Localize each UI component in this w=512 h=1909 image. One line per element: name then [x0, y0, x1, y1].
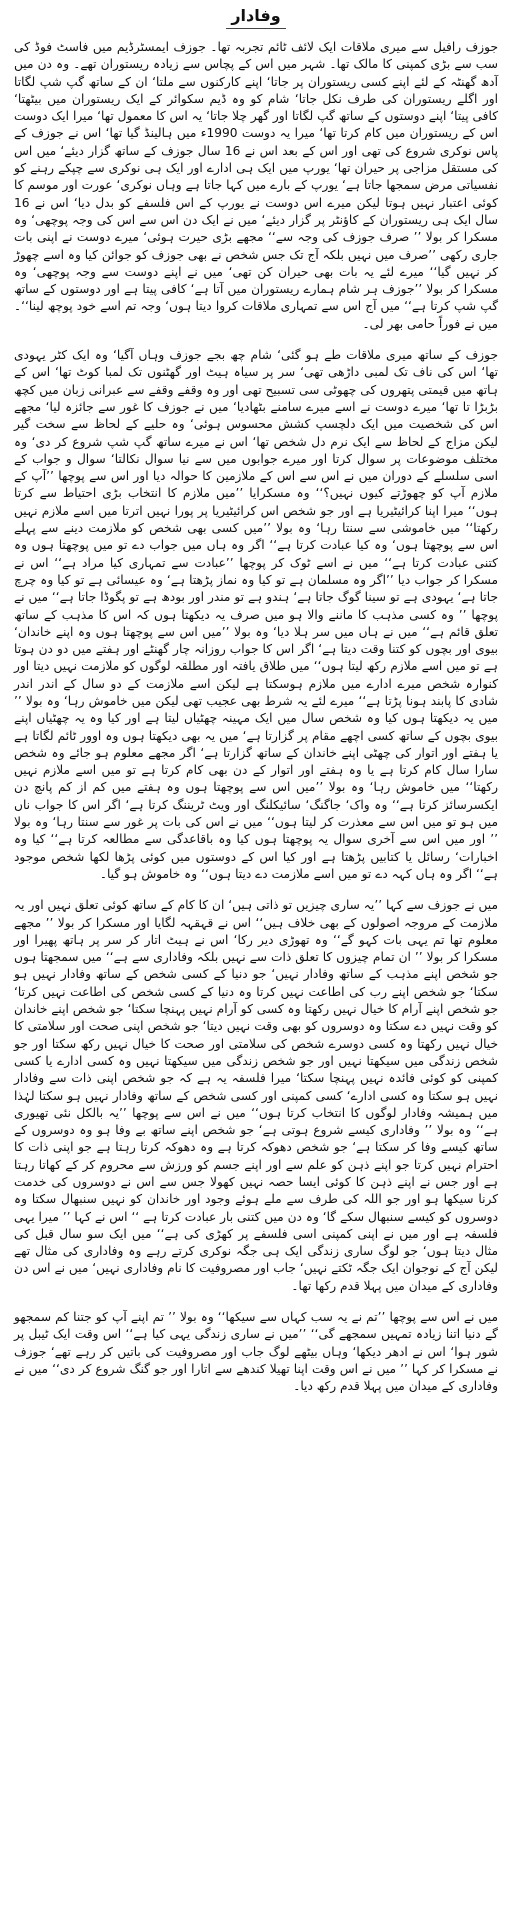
paragraph-3: میں نے جوزف سے کہا ’’یہ ساری چیزیں تو ذاتی ہیں‘ ان کا کام کے ساتھ کوئی تعلق نہیں اور یہ ملازمت کے مروجہ اصولوں کے بھی خلاف ہیں‘‘ اس نے قہقہہ لگایا اور مسکرا کر بولا ’’ مجھے معلوم تھا تم یہی بات کہو گے‘‘ وہ تھوڑی دیر رکا‘ اس نے ہیٹ اتار کر سر پر ہاتھ پھیرا اور مسکرا کر بولا ’’ ان تمام چیزوں کا تعلق ذات سے نہیں بلکہ وفاداری سے ہے‘‘ میں سمجھتا ہوں جو شخص اپنے مذہب کے ساتھ وفادار نہیں‘ جو دنیا کے کسی شخص کے ساتھ وفادار نہیں ہو سکتا‘ جو شخص اپنے رب کی اطاعت نہیں کرتا وہ دنیا کے کسی شخص کی اطاعت نہیں کرتا‘ جو شخص اپنے آرام کا خیال نہیں رکھتا وہ کسی کو آرام نہیں پہنچا سکتا‘ جو شخص اپنے خاندان کو وقت نہیں دے سکتا وہ دوسروں کو بھی وقت نہیں دیتا‘ جو شخص اپنی صحت اور سلامتی کا خیال نہیں رکھتا وہ کسی دوسرے شخص کی سلامتی اور صحت کا خیال نہیں رکھ سکتا اور جو شخص زندگی میں سیکھتا نہیں اور جو شخص زندگی میں سیکھتا نہیں وہ کسی ادارے یا کسی کمپنی کو کوئی فائدہ نہیں پہنچا سکتا‘ میرا فلسفہ یہ ہے کہ جو شخص اپنی ذات سے وفادار نہیں ہو سکتا وہ کسی ادارے‘ کسی کمپنی اور کسی شخص کے ساتھ وفادار نہیں ہو سکتا لہٰذا میں ہمیشہ وفادار لوگوں کا انتخاب کرتا ہوں‘‘ میں نے اس سے پوچھا ’’یہ بالکل نئی تھیوری ہے‘‘ وہ بولا ’’ وفاداری کیسے شروع ہوتی ہے‘ جو شخص اپنے ساتھ بے وفا ہو وہ دوسروں کے ساتھ کیسے وفا کر سکتا ہے‘ جو شخص دھوکہ کرتا ہے وہ دھوکہ کرتا رہتا ہے جو اپنی ذات کا احترام نہیں کرتا جو اپنے ذہن کو علم سے اور اپنے جسم کو ورزش سے محروم کر کے کھاتا رہتا ہے اور جس نے اپنے ذہن کا کوئی ایسا حصہ نہیں کھولا جس سے اس نے دوسروں کی خدمت کرنا سیکھا ہو اور جو اللہ کی طرف سے ملے ہوئے وجود اور خاندان کو نہیں سنبھال سکتا وہ دوسروں کو کیسے سنبھال سکے گا‘ وہ دن میں کتنی بار عبادت کرتا ہے ‘‘ اس نے کہا ’’ میرا یہی فلسفہ ہے اور میں نے اپنی کمپنی اسی فلسفے پر کھڑی کی ہے‘‘ میں ایک سو سال قبل کی مثال دیتا ہوں‘ جو لوگ ساری زندگی ایک ہی جگہ نوکری کرتے رہے وہ وفاداری کی مثال تھے لیکن آج کے نوجوان ایک جگہ ٹکتے نہیں‘ جاب اور مصروفیت کا نام وفاداری نہیں‘ میں نے اس دن وفاداری کے میدان میں پہلا قدم رکھا تھا۔ — [13, 898, 498, 1293]
paragraph-4: میں نے اس سے پوچھا ’’تم نے یہ سب کہاں سے سیکھا‘‘ وہ بولا ’’ تم اپنے آپ کو جتنا کم سمجھو گے دنیا اتنا زیادہ تمہیں سمجھے گی‘‘ ’’میں نے ساری زندگی یہی کیا ہے‘‘ اس وقت ایک ٹیبل پر شور ہوا‘ اس نے ادھر دیکھا‘ وہاں بیٹھے لوگ جاب اور مصروفیت کی باتیں کر رہے تھے‘ جوزف نے مسکرا کر کہا ’’ میں نے اس وقت اپنا تھیلا کندھے سے اتارا اور جو گنگ شروع کر دی‘‘ میں نے وفاداری کے میدان میں پہلا قدم رکھ دیا۔ — [14, 1310, 498, 1394]
title-underline — [226, 28, 286, 29]
article-body — [14, 39, 498, 1396]
paragraph-1: جوزف رافیل سے میری ملاقات ایک لائف ٹائم تجربہ تھا۔ جوزف ایمسٹرڈیم میں فاسٹ فوڈ کی سب سے بڑی کمپنی کا مالک تھا۔ شہر میں اس کے پچاس سے زیادہ ریستوران تھے۔ وہ دن میں آدھ گھنٹہ کے لئے اپنے کسی ریستوران پر جاتا‘ اپنے کارکنوں سے ملتا‘ ان کے ساتھ گپ شپ لگاتا اور اگلے ریستوران کی طرف نکل جاتا‘ شام کو وہ ڈیم سکوائر کے ایک ریستوران میں بیٹھتا‘ کافی پیتا‘ اپنے دوستوں کے ساتھ گپ لگاتا اور گھر چلا جاتا‘ یہ اس کا معمول تھا‘ میرا ایک دوست اس کے ریستوران میں کام کرتا تھا‘ میرا یہ دوست 1990ء میں ہالینڈ گیا تھا‘ اس نے جوزف کے پاس نوکری شروع کی تھی اور اس کے بعد اس نے 16 سال جوزف کے ساتھ گزار دیئے‘ میں اس کی مستقل مزاجی پر حیران تھا‘ یورپ میں ایک ہی ادارے اور ایک ہی نوکری سے چپکے رہنے کو نفسیاتی مرض سمجھا جاتا ہے‘ یورپ کے بارے میں کہا جاتا ہے وہاں نوکری‘ عورت اور موسم کا کوئی اعتبار نہیں ہوتا لیکن میرے اس دوست نے یورپ کے اس فلسفے کو بدل دیا‘ اس نے 16 سال ایک ہی ریستوران کے کاؤنٹر پر گزار دیئے‘ میں نے ایک دن اس سے اس کی وجہ پوچھی‘ وہ مسکرا کر بولا ’’ صرف جوزف کی وجہ سے‘‘ مجھے بڑی حیرت ہوئی‘ میرے دوست نے اپنی بات جاری رکھی ’’صرف میں نہیں بلکہ آج تک جس شخص نے بھی جوزف کو جوائن کیا وہ اسے چھوڑ کر نہیں گیا‘‘ میرے لئے یہ بات بھی حیران کن تھی‘ میں نے اپنے دوست سے وجہ پوچھی‘ وہ مسکرا کر بولا ’’جوزف ہر شام ہمارے ریستوران میں آتا ہے‘ کافی پیتا ہے اور دوستوں کے ساتھ گپ شپ کرتا ہے‘‘ میں آج اس سے تمہاری ملاقات کروا دیتا ہوں‘ وجہ تم اسے خود پوچھ لینا‘‘۔ میں نے فوراً حامی بھر لی۔ — [14, 40, 498, 331]
paragraph-2: جوزف کے ساتھ میری ملاقات طے ہو گئی‘ شام چھ بجے جوزف وہاں آگیا‘ وہ ایک کٹر یہودی تھا‘ اس کی ناف تک لمبی داڑھی تھی‘ سر پر سیاہ ہیٹ اور گھٹنوں تک لمبا کوٹ تھا‘ اس کے ہاتھ میں قیمتی پتھروں کی چھوٹی سی تسبیح تھی اور وہ وقفے وقفے سے عبرانی زبان میں کچھ بڑبڑا تا تھا‘ میرے دوست نے اسے میرے سامنے بٹھادیا‘ میں نے جوزف کا غور سے جائزہ لیا‘ مجھے اس کی شخصیت میں ایک دلچسپ کشش محسوس ہوئی‘ وہ حلیے کے لحاظ سے سخت گیر لیکن مزاج کے لحاظ سے ایک نرم دل شخص تھا‘ اس نے میرے ساتھ گپ شپ شروع کر دی‘ وہ مختلف موضوعات پر سوال کرتا اور میرے جوابوں میں سے نیا سوال نکالتا‘ سوال و جواب کے اسی سلسلے کے دوران میں نے اس سے اس کے ملازمین کا حوالہ دیا اور اس سے پوچھا ’’آپ کے ملازم آپ کو چھوڑتے کیوں نہیں؟‘‘ وہ مسکرایا ’’میں ملازم کا انتخاب بڑی احتیاط سے کرتا ہوں‘‘ میرا اپنا کرائیٹیریا ہے اور جو شخص اس کرائیٹیریا پر پورا نہیں اترتا میں اسے ملازم نہیں رکھتا‘‘ میں خاموشی سے سنتا رہا‘ وہ بولا ’’میں کسی بھی شخص کو ملازمت دینے سے پہلے اس سے پوچھتا ہوں‘ وہ کیا عبادت کرتا ہے‘‘ اگر وہ ہاں میں جواب دے تو میں پوچھتا ہوں وہ کتنی عبادت کرتا ہے‘‘ میں نے اسے ٹوک کر پوچھا ’’عبادت سے تمہاری کیا مراد ہے‘‘ اس نے مسکرا کر جواب دیا ’’اگر وہ مسلمان ہے تو کیا وہ نماز پڑھتا ہے‘ وہ عیسائی ہے تو کیا وہ چرچ جاتا ہے‘ یہودی ہے تو سینا گوگ جاتا ہے‘ ہندو ہے تو مندر اور بودھ ہے تو پگوڈا جاتا ہے‘‘ میں نے پوچھا ’’ وہ کسی مذہب کا ماننے والا ہو میں صرف یہ دیکھتا ہوں کہ اس کا مذہب کے ساتھ تعلق قائم ہے‘‘ میں نے ہاں میں سر ہلا دیا‘ وہ بولا ’’میں اس سے پوچھتا ہوں وہ اپنے خاندان‘ بیوی اور بچوں کو کتنا وقت دیتا ہے‘ اگر اس کا جواب روزانہ چار گھنٹے اور ہفتے میں دو دن ہوتا ہے تو میں اسے ملازم رکھ لیتا ہوں‘‘ میں طلاق یافتہ اور مطلقہ لوگوں کو ملازمت نہیں دیتا اور کنوارہ شخص میرے ادارے میں ملازم ہوسکتا ہے لیکن اسے ملازمت کے دو سال کے اندر اندر شادی کا پابند ہونا پڑتا ہے‘‘ میرے لئے یہ شرط بھی عجیب تھی لیکن میں خاموش رہا‘ وہ بولا ’’ میں یہ دیکھتا ہوں کیا وہ شخص سال میں ایک مہینہ چھٹیاں لیتا ہے اور کیا وہ یہ چھٹیاں اپنے بیوی بچوں کے ساتھ کسی اچھے مقام پر گزارتا ہے‘ میں یہ بھی دیکھتا ہوں وہ اوور ٹائم لگاتا ہے یا ہفتے اور اتوار کی چھٹی اپنے خاندان کے ساتھ گزارتا ہے‘ اگر مجھے معلوم ہو جائے وہ شخص سارا سال کام کرتا ہے یا وہ ہفتے اور اتوار کے دن بھی کام کرتا ہے تو میں اسے ملازم نہیں رکھتا‘‘ میں خاموش رہا‘ وہ بولا ’’میں اس سے پوچھتا ہوں وہ ہفتے میں کم از کم پانچ دن ایکسرسائز کرتا ہے‘‘ وہ واک‘ جاگنگ‘ سائیکلنگ اور ویٹ ٹریننگ کرتا ہے‘ اگر اس کا جواب ناں میں ہو تو میں اس سے معذرت کر لیتا ہوں‘‘ میں نے اس کی بات پر غور سے سنتا رہا‘ وہ بولا ’’ اور میں اس سے آخری سوال یہ پوچھتا ہوں کیا وہ باقاعدگی سے مطالعہ کرتا ہے‘‘ کیا وہ اخبارات‘ رسائل یا کتابیں پڑھتا ہے اور کیا اس کے دوستوں میں کوئی پڑھا لکھا شخص موجود ہے‘‘ اگر وہ ہاں کہہ دے تو میں اسے ملازمت دے دیتا ہوں‘‘ وہ خاموش ہو گیا۔ — [14, 348, 498, 881]
article-title: وفادار — [231, 6, 281, 25]
